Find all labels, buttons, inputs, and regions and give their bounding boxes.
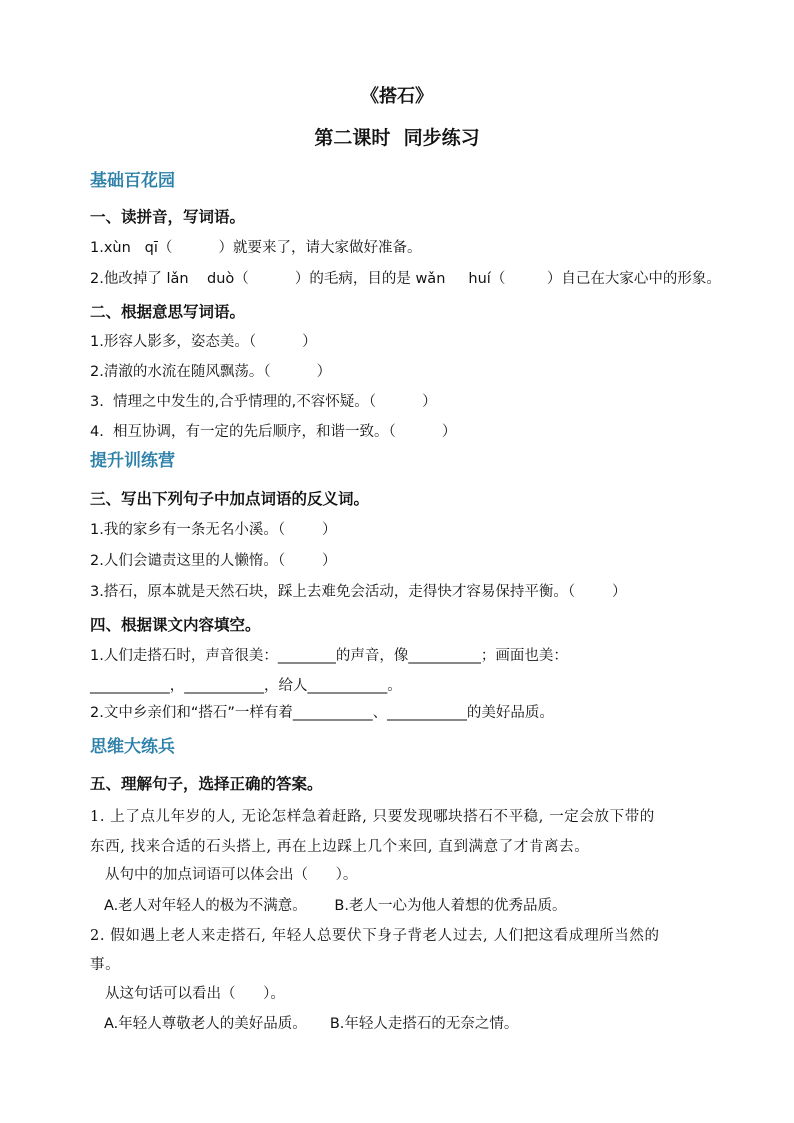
question-5-passage-2-line-1: 2. 假如遇上老人来走搭石, 年轻人总要伏下身子背老人过去, 人们把这看成理所当然的 <box>90 928 660 944</box>
question-5-passage-1-line-2: 东西, 找来合适的石头搭上, 再在上边踩上几个来回, 直到满意了才肯离去。 <box>90 839 590 855</box>
question-3-item-1: 1.我的家乡有一条无名小溪。（ ） <box>90 522 337 538</box>
question-4-item-1: 1.人们走搭石时，声音很美：________的声音，像__________；画面也美： <box>90 648 568 664</box>
question-5-prompt-2: 从这句话可以看出（ ）。 <box>105 986 285 1002</box>
section-heading-basic: 基础百花园 <box>90 171 175 191</box>
question-5-passage-1-line-1: 1. 上了点儿年岁的人, 无论怎样急着赶路, 只要发现哪块搭石不平稳, 一定会放下带的 <box>90 809 655 825</box>
question-2-item-2: 2.清澈的水流在随风飘荡。（ ） <box>90 364 332 380</box>
question-4-heading: 四、根据课文内容填空。 <box>90 616 261 634</box>
question-5-options-2: A.年轻人尊敬老人的美好品质。 B.年轻人走搭石的无奈之情。 <box>104 1016 519 1032</box>
question-3-item-3: 3.搭石，原本就是天然石块，踩上去难免会活动，走得快才容易保持平衡。（ ） <box>90 584 627 600</box>
question-2-heading: 二、根据意思写词语。 <box>90 303 246 321</box>
question-5-options-1: A.老人对年轻人的极为不满意。 B.老人一心为他人着想的优秀品质。 <box>104 898 567 914</box>
question-2-item-3: 3. 情理之中发生的,合乎情理的,不容怀疑。（ ） <box>90 394 437 410</box>
question-5-heading: 五、理解句子，选择正确的答案。 <box>90 775 323 793</box>
question-3-heading: 三、写出下列句子中加点词语的反义词。 <box>90 490 370 508</box>
question-2-item-1: 1.形容人影多，姿态美。（ ） <box>90 334 317 350</box>
page-title: 《搭石》 <box>361 86 433 107</box>
question-4-item-1-cont: ___________，___________，给人___________。 <box>90 678 402 694</box>
question-5-passage-2-line-2: 事。 <box>90 957 121 973</box>
section-heading-improve: 提升训练营 <box>90 451 175 471</box>
question-1-item-1: 1.xùn qī（ ）就要来了，请大家做好准备。 <box>90 240 422 256</box>
question-2-item-4: 4. 相互协调，有一定的先后顺序，和谐一致。（ ） <box>90 424 457 440</box>
page-subtitle: 第二课时 同步练习 <box>314 127 480 149</box>
question-5-prompt-1: 从句中的加点词语可以体会出（ ）。 <box>105 867 358 883</box>
section-heading-thinking: 思维大练兵 <box>90 737 175 757</box>
question-1-heading: 一、读拼音，写词语。 <box>90 208 246 226</box>
question-4-item-2: 2.文中乡亲们和“搭石”一样有着___________、___________的美好品质。 <box>90 705 554 721</box>
question-1-item-2: 2.他改掉了 lǎn duò（ ）的毛病，目的是 wǎn huí（ ）自己在大家心中的形象。 <box>90 271 721 287</box>
question-3-item-2: 2.人们会谴责这里的人懒惰。（ ） <box>90 553 337 569</box>
